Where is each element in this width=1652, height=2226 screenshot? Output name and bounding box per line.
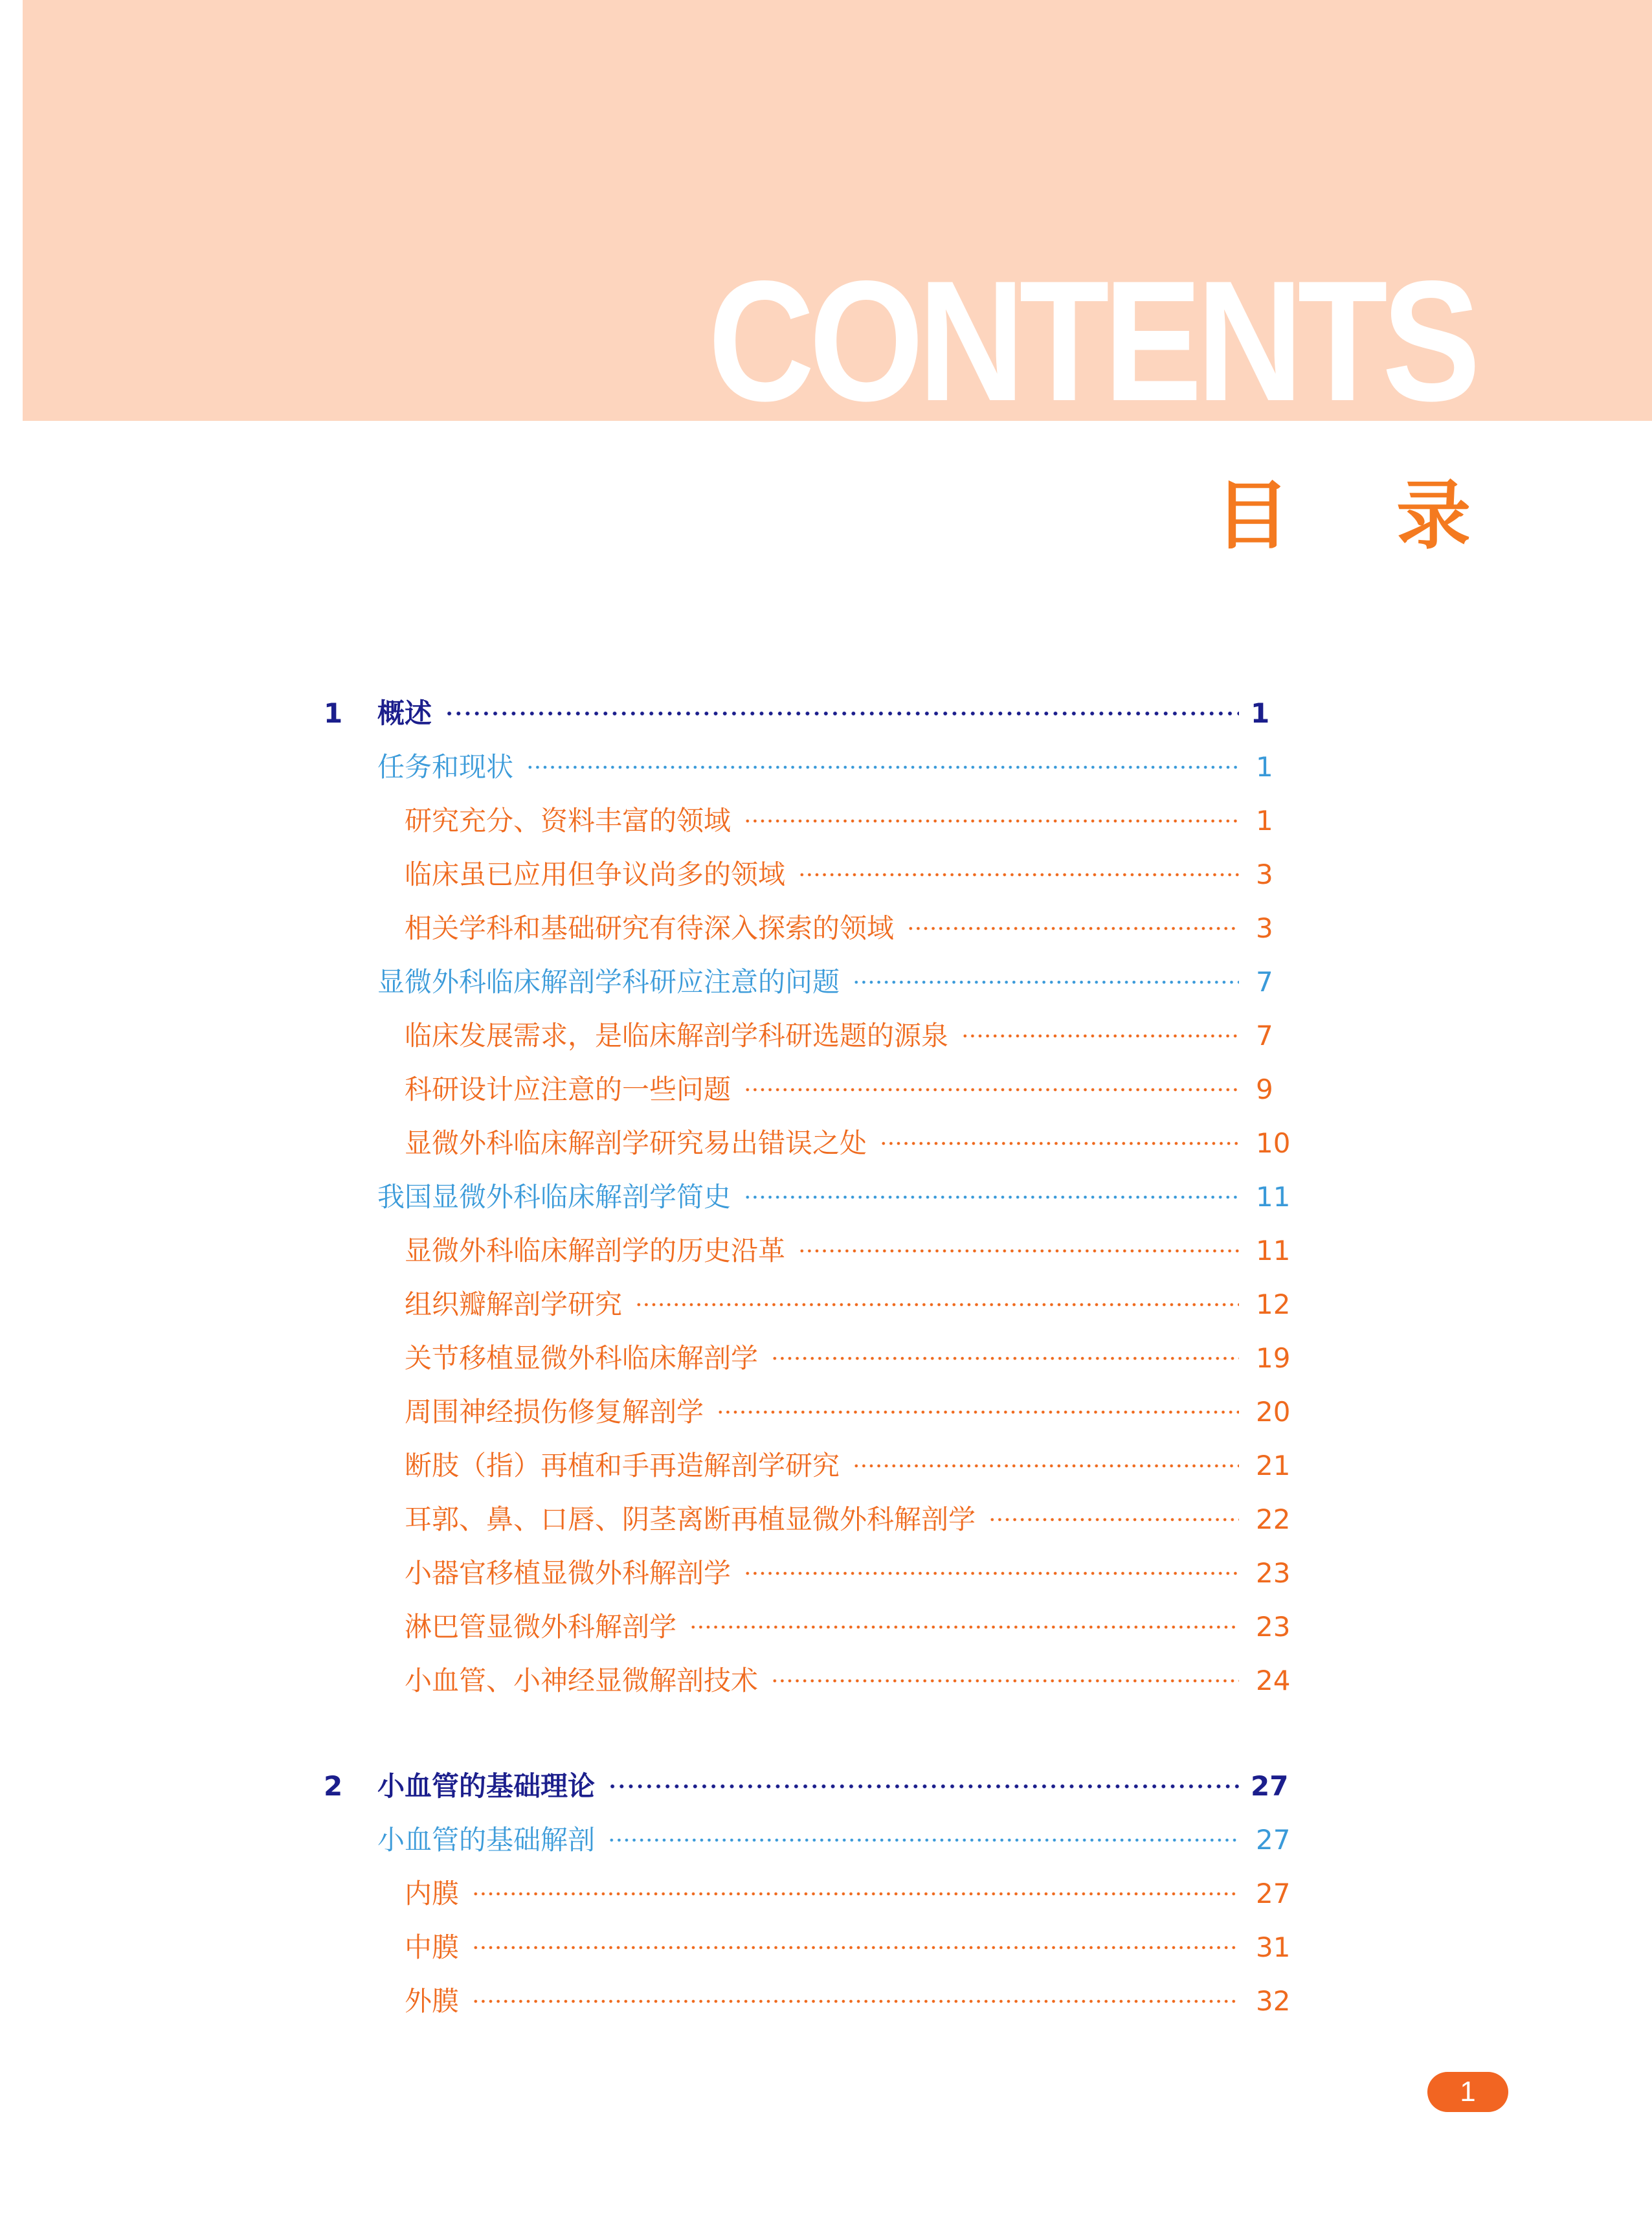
entry-page-number: 10 xyxy=(1256,1127,1291,1159)
entry-title: 临床虽已应用但争议尚多的领域 xyxy=(405,859,786,890)
toc-subsection-row[interactable] xyxy=(324,1974,1295,2028)
toc-subsection-row[interactable] xyxy=(324,1867,1295,1920)
toc-chapter xyxy=(324,686,1295,1707)
dot-leader xyxy=(445,711,1239,716)
dot-leader xyxy=(798,872,1239,877)
dot-leader xyxy=(526,765,1239,770)
toc-subsection-row[interactable] xyxy=(324,1439,1295,1492)
toc-subsection-row[interactable] xyxy=(324,1385,1295,1439)
entry-page-number: 23 xyxy=(1256,1611,1291,1643)
dot-leader xyxy=(472,1999,1239,2004)
entry-title: 显微外科临床解剖学研究易出错误之处 xyxy=(405,1127,867,1159)
entry-title: 断肢（指）再植和手再造解剖学研究 xyxy=(405,1450,840,1481)
entry-title: 中膜 xyxy=(405,1931,460,1963)
dot-leader xyxy=(988,1517,1239,1522)
entry-title: 我国显微外科临床解剖学简史 xyxy=(377,1181,731,1213)
entry-title: 任务和现状 xyxy=(377,751,514,783)
entry-title: 相关学科和基础研究有待深入探索的领域 xyxy=(405,912,895,944)
entry-title: 显微外科临床解剖学科研应注意的问题 xyxy=(377,966,840,998)
entry-page-number: 22 xyxy=(1256,1503,1291,1535)
toc-subsection-row[interactable] xyxy=(324,1600,1295,1654)
toc-subsection-row[interactable] xyxy=(324,901,1295,955)
toc-subsection-row[interactable] xyxy=(324,1492,1295,1546)
toc-subsection-row[interactable] xyxy=(324,1062,1295,1116)
entry-title: 研究充分、资料丰富的领域 xyxy=(405,805,731,837)
entry-title: 组织瓣解剖学研究 xyxy=(405,1288,623,1320)
toc-subsection-row[interactable] xyxy=(324,794,1295,848)
entry-title: 耳郭、鼻、口唇、阴茎离断再植显微外科解剖学 xyxy=(405,1503,976,1535)
chapter-page-number: 27 xyxy=(1251,1770,1289,1802)
dot-leader xyxy=(689,1625,1239,1630)
entry-page-number: 23 xyxy=(1256,1557,1291,1589)
toc-section-row[interactable] xyxy=(324,740,1295,794)
entry-page-number: 32 xyxy=(1256,1985,1291,2017)
toc-subsection-row[interactable] xyxy=(324,1277,1295,1331)
dot-leader xyxy=(744,1195,1239,1200)
entry-title: 关节移植显微外科临床解剖学 xyxy=(405,1342,759,1374)
toc-subsection-row[interactable] xyxy=(324,1546,1295,1600)
chapter-title: 小血管的基础理论 xyxy=(377,1770,596,1802)
toc-chapter-row[interactable] xyxy=(324,686,1295,740)
dot-leader xyxy=(744,818,1239,824)
toc-subsection-row[interactable] xyxy=(324,848,1295,901)
entry-page-number: 1 xyxy=(1256,751,1273,783)
entry-page-number: 9 xyxy=(1256,1074,1273,1105)
entry-title: 小器官移植显微外科解剖学 xyxy=(405,1557,731,1589)
dot-leader xyxy=(717,1410,1239,1415)
toc-subsection-row[interactable] xyxy=(324,1009,1295,1062)
dot-leader xyxy=(880,1141,1239,1146)
chapter-number: 1 xyxy=(324,697,343,729)
dot-leader xyxy=(472,1945,1239,1950)
entry-page-number: 19 xyxy=(1256,1342,1291,1374)
entry-title: 小血管、小神经显微解剖技术 xyxy=(405,1665,759,1696)
toc-chapter-row[interactable] xyxy=(324,1759,1295,1813)
entry-page-number: 12 xyxy=(1256,1288,1291,1320)
toc-subsection-row[interactable] xyxy=(324,1116,1295,1170)
dot-leader xyxy=(907,926,1239,931)
entry-title: 小血管的基础解剖 xyxy=(377,1824,596,1856)
toc-subsection-row[interactable] xyxy=(324,1331,1295,1385)
dot-leader xyxy=(853,980,1239,985)
dot-leader xyxy=(771,1356,1239,1361)
entry-page-number: 3 xyxy=(1256,912,1273,944)
dot-leader xyxy=(853,1463,1239,1468)
entry-page-number: 11 xyxy=(1256,1181,1291,1213)
table-of-contents xyxy=(324,686,1295,2080)
chapter-number: 2 xyxy=(324,1770,343,1802)
toc-section-row[interactable] xyxy=(324,1170,1295,1224)
entry-title: 外膜 xyxy=(405,1985,460,2017)
dot-leader xyxy=(744,1571,1239,1576)
dot-leader xyxy=(744,1087,1239,1092)
contents-title: CONTENTS xyxy=(708,245,1475,437)
dot-leader xyxy=(771,1678,1239,1683)
dot-leader xyxy=(472,1891,1239,1896)
entry-title: 内膜 xyxy=(405,1878,460,1909)
dot-leader xyxy=(961,1033,1239,1039)
entry-page-number: 27 xyxy=(1256,1824,1291,1856)
entry-page-number: 3 xyxy=(1256,859,1273,890)
entry-page-number: 7 xyxy=(1256,1020,1273,1051)
toc-subsection-row[interactable] xyxy=(324,1920,1295,1974)
entry-page-number: 11 xyxy=(1256,1235,1291,1266)
dot-leader xyxy=(635,1302,1239,1307)
entry-title: 显微外科临床解剖学的历史沿革 xyxy=(405,1235,786,1266)
dot-leader xyxy=(798,1248,1239,1254)
entry-title: 周围神经损伤修复解剖学 xyxy=(405,1396,704,1428)
toc-chapter xyxy=(324,1759,1295,2028)
toc-section-row[interactable] xyxy=(324,955,1295,1009)
chapter-page-number: 1 xyxy=(1251,697,1270,729)
page-number-badge: 1 xyxy=(1427,2072,1508,2112)
entry-title: 科研设计应注意的一些问题 xyxy=(405,1074,731,1105)
dot-leader xyxy=(608,1838,1239,1843)
toc-section-row[interactable] xyxy=(324,1813,1295,1867)
entry-page-number: 20 xyxy=(1256,1396,1291,1428)
dot-leader xyxy=(608,1784,1239,1789)
entry-page-number: 24 xyxy=(1256,1665,1291,1696)
entry-title: 淋巴管显微外科解剖学 xyxy=(405,1611,677,1643)
toc-subsection-row[interactable] xyxy=(324,1654,1295,1707)
toc-title: 目录 xyxy=(1215,473,1578,559)
entry-page-number: 1 xyxy=(1256,805,1273,837)
entry-page-number: 27 xyxy=(1256,1878,1291,1909)
entry-page-number: 7 xyxy=(1256,966,1273,998)
entry-title: 临床发展需求，是临床解剖学科研选题的源泉 xyxy=(405,1020,949,1051)
entry-page-number: 21 xyxy=(1256,1450,1291,1481)
chapter-title: 概述 xyxy=(377,697,432,729)
entry-page-number: 31 xyxy=(1256,1931,1291,1963)
toc-subsection-row[interactable] xyxy=(324,1224,1295,1277)
